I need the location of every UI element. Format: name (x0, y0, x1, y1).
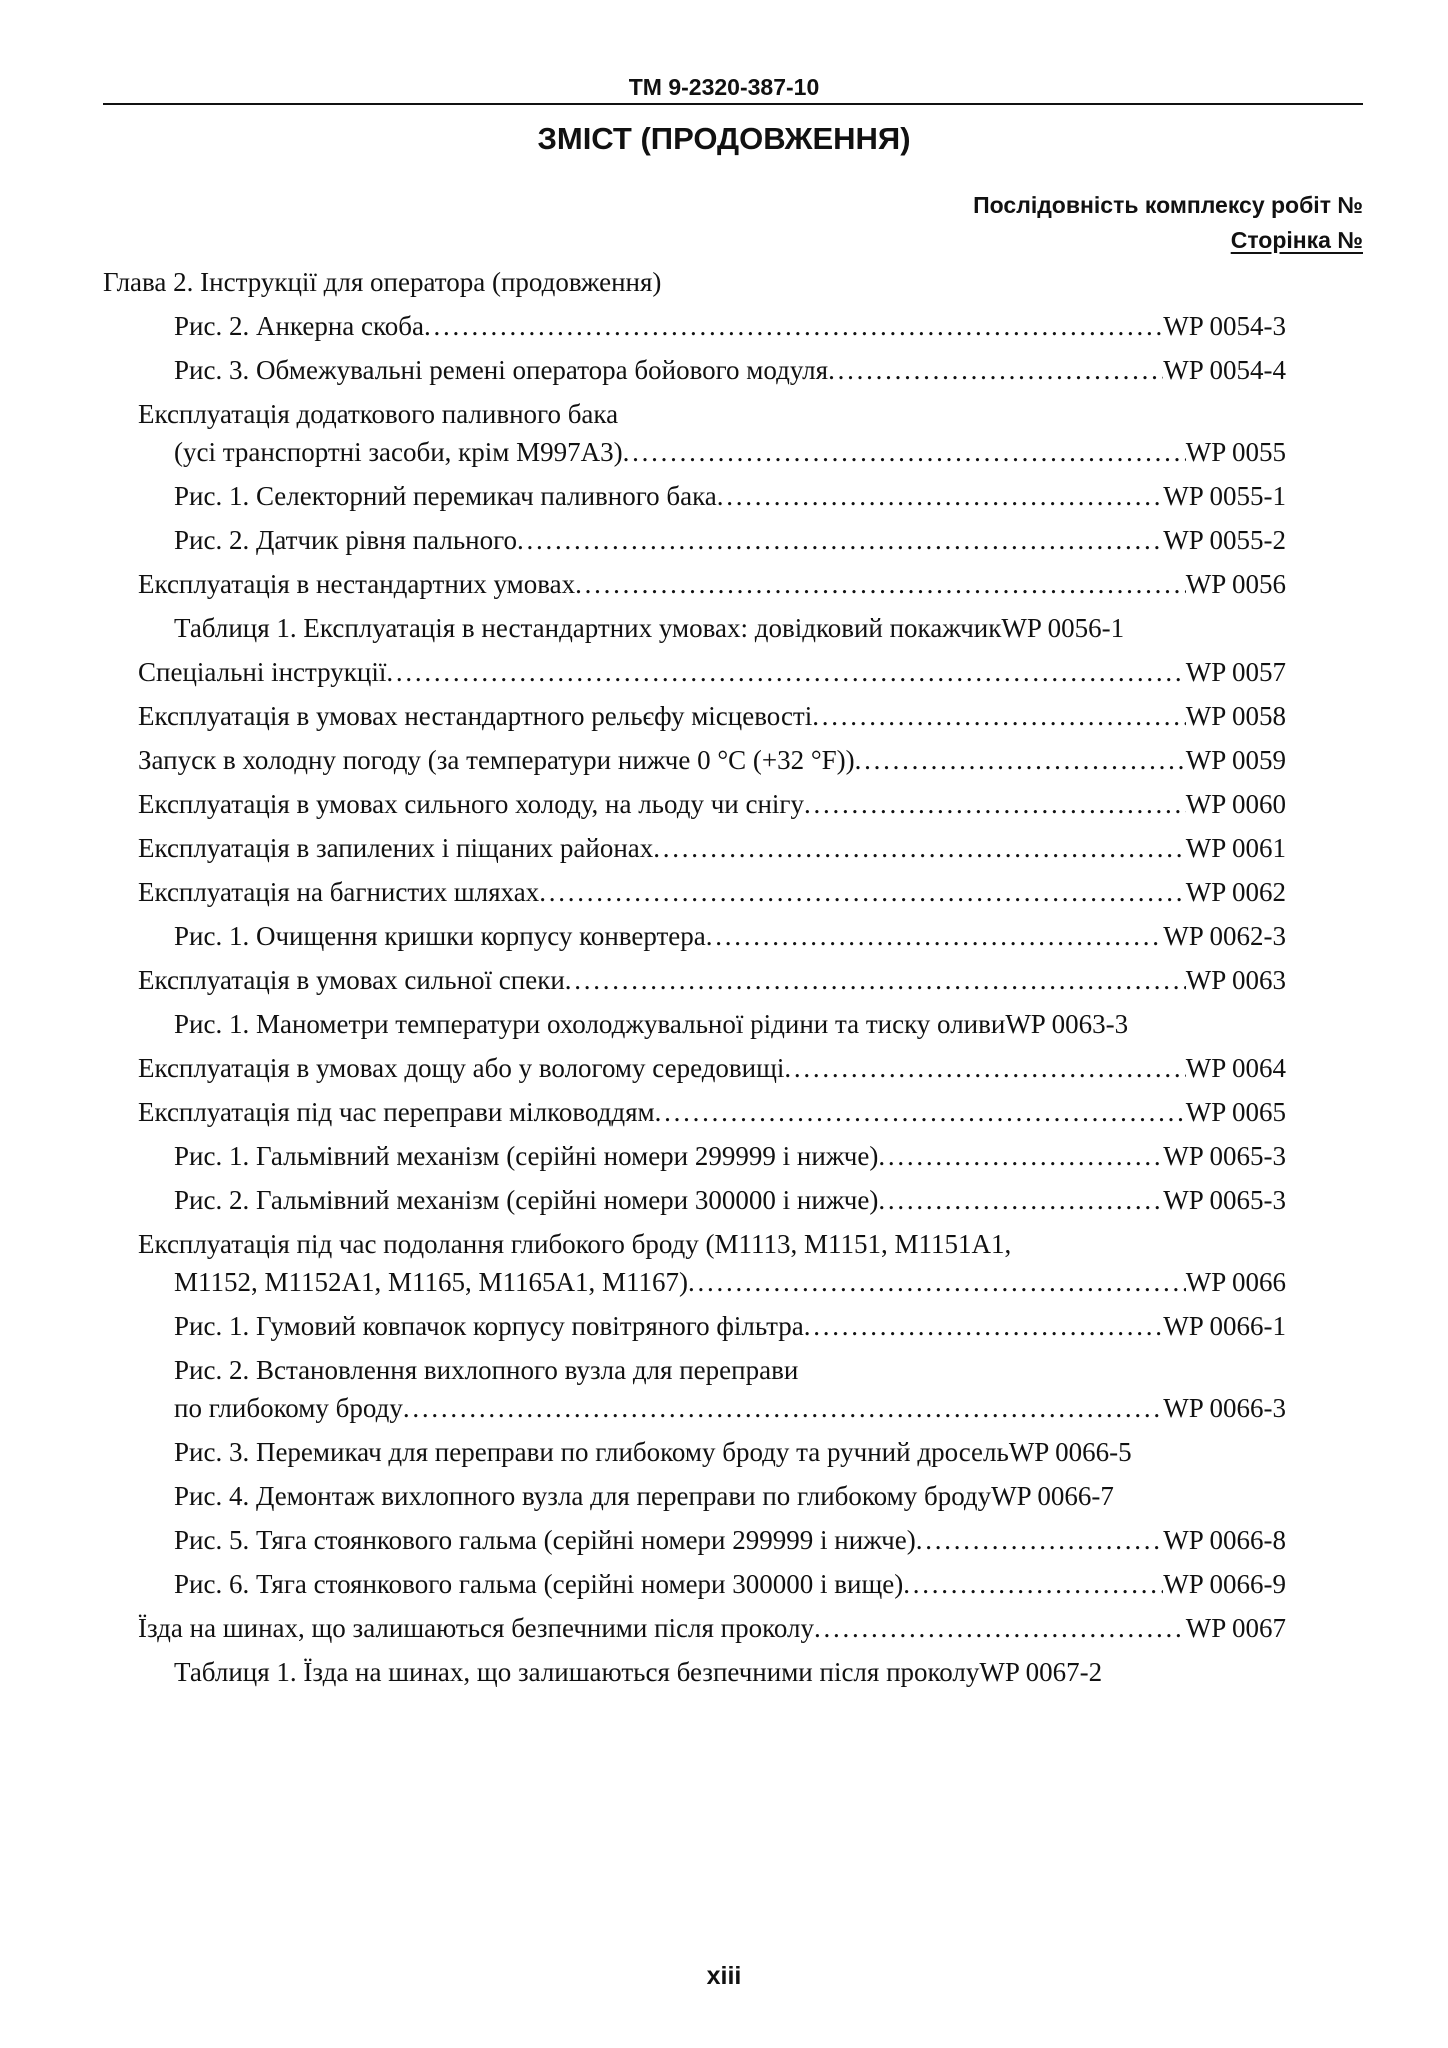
toc-entry[interactable] (174, 1391, 1286, 1425)
toc-entry-page: WP 0055-1 (1163, 481, 1286, 511)
page-title: ЗМІСТ (ПРОДОВЖЕННЯ) (537, 121, 911, 156)
toc-entry[interactable] (174, 1007, 1314, 1041)
dot-leader (517, 523, 1163, 557)
dot-leader (565, 963, 1186, 997)
toc-entry-page: WP 0063-3 (1005, 1009, 1129, 1039)
toc-entry-page: WP 0056-1 (1001, 613, 1125, 643)
toc-entry-label: Рис. 1. Селекторний перемикач паливного бака (174, 481, 717, 511)
toc-entry[interactable] (138, 397, 618, 431)
dot-leader (812, 699, 1186, 733)
dot-leader (623, 435, 1186, 469)
toc-entry-label: Рис. 2. Датчик рівня пального (174, 525, 518, 555)
toc-entry-page: WP 0062 (1185, 877, 1286, 907)
toc-entry-label: Рис. 2. Встановлення вихлопного вузла для переправи (174, 1355, 799, 1385)
toc-entry[interactable] (138, 831, 1286, 865)
toc-entry-label: Запуск в холодну погоду (за температури нижче 0 °C (+32 °F)) (138, 745, 855, 775)
toc-entry[interactable] (174, 1139, 1286, 1173)
dot-leader (688, 1265, 1186, 1299)
dot-leader (575, 567, 1186, 601)
toc-entry-page: WP 0057 (1185, 657, 1286, 687)
toc-chapter-label: Глава 2. Інструкції для оператора (продовження) (103, 267, 662, 297)
toc-entry[interactable] (174, 1435, 1314, 1469)
dot-leader (916, 1523, 1164, 1557)
dot-leader (706, 919, 1164, 953)
toc-entry-page: WP 0055-2 (1163, 525, 1286, 555)
toc-entry[interactable] (138, 1095, 1286, 1129)
toc-entry-label: Рис. 1. Гумовий ковпачок корпусу повітряного фільтра (174, 1311, 804, 1341)
toc-entry-page: WP 0063 (1185, 965, 1286, 995)
dot-leader (855, 743, 1186, 777)
dot-leader (655, 1095, 1186, 1129)
dot-leader (903, 1567, 1163, 1601)
toc-entry[interactable] (138, 655, 1286, 689)
toc-entry-page: WP 0060 (1185, 789, 1286, 819)
column-heading-work-package: Послідовність комплексу робіт № (973, 192, 1363, 218)
toc-entry-label: Рис. 3. Обмежувальні ремені оператора бойового модуля (174, 355, 829, 385)
toc-entry[interactable] (174, 1523, 1286, 1557)
toc-entry-page: WP 0066-1 (1163, 1311, 1286, 1341)
dot-leader (717, 479, 1163, 513)
toc-entry-label: Рис. 6. Тяга стоянкового гальма (серійні номери 300000 і вище) (174, 1569, 904, 1599)
toc-entry-page: WP 0065-3 (1163, 1185, 1286, 1215)
toc-entry-label: Рис. 1. Манометри температури охолоджувальної рідини та тиску оливи (174, 1009, 1006, 1039)
toc-entry-page: WP 0067-2 (979, 1657, 1103, 1687)
toc-entry-page: WP 0054-3 (1163, 311, 1286, 341)
toc-entry-page: WP 0066-5 (1008, 1437, 1132, 1467)
toc-entry[interactable] (174, 1567, 1286, 1601)
toc-entry-page: WP 0066-8 (1163, 1525, 1286, 1555)
toc-entry[interactable] (174, 1265, 1286, 1299)
toc-entry[interactable] (174, 309, 1286, 343)
toc-entry[interactable] (174, 1183, 1286, 1217)
dot-leader (424, 309, 1163, 343)
toc-entry-label: Експлуатація додаткового паливного бака (138, 399, 619, 429)
toc-entry-label: Таблиця 1. Їзда на шинах, що залишаються безпечними після проколу (174, 1657, 980, 1687)
toc-entry-label: Рис. 4. Демонтаж вихлопного вузла для переправи по глибокому броду (174, 1481, 992, 1511)
toc-entry[interactable] (138, 787, 1286, 821)
toc-chapter-heading (103, 265, 661, 299)
toc-entry-label: Рис. 1. Гальмівний механізм (серійні номери 299999 і нижче) (174, 1141, 879, 1171)
dot-leader (653, 831, 1185, 865)
toc-entry[interactable] (174, 611, 1324, 645)
toc-entry-label: Експлуатація під час переправи мілководдям (138, 1097, 655, 1127)
toc-entry-label: Експлуатація в нестандартних умовах (138, 569, 576, 599)
toc-entry-page: WP 0061 (1185, 833, 1286, 863)
toc-entry-page: WP 0065 (1185, 1097, 1286, 1127)
toc-entry[interactable] (174, 353, 1286, 387)
dot-leader (828, 353, 1163, 387)
toc-entry-label: по глибокому броду (174, 1393, 403, 1423)
toc-entry-label: Таблиця 1. Експлуатація в нестандартних умовах: довідковий покажчик (174, 613, 1002, 643)
toc-entry-label: Експлуатація в умовах сильної спеки (138, 965, 565, 995)
dot-leader (804, 1309, 1164, 1343)
toc-entry[interactable] (138, 567, 1286, 601)
toc-entry[interactable] (138, 1051, 1286, 1085)
dot-leader (403, 1391, 1163, 1425)
toc-entry-label: (усі транспортні засоби, крім M997A3) (174, 437, 623, 467)
toc-entry-page: WP 0066-3 (1163, 1393, 1286, 1423)
dot-leader (386, 655, 1185, 689)
toc-entry[interactable] (174, 919, 1286, 953)
toc-entry[interactable] (138, 875, 1286, 909)
toc-entry-page: WP 0064 (1185, 1053, 1286, 1083)
page-number: xiii (706, 1962, 742, 1990)
toc-entry[interactable] (138, 963, 1286, 997)
toc-entry-label: Рис. 2. Гальмівний механізм (серійні номери 300000 і нижче) (174, 1185, 879, 1215)
toc-entry-label: Їзда на шинах, що залишаються безпечними після проколу (138, 1613, 814, 1643)
toc-entry[interactable] (138, 699, 1286, 733)
toc-entry[interactable] (138, 1611, 1286, 1645)
toc-entry-label: Спеціальні інструкції (138, 657, 387, 687)
toc-entry-label: Експлуатація в запилених і піщаних районах (138, 833, 654, 863)
toc-entry-page: WP 0058 (1185, 701, 1286, 731)
toc-entry[interactable] (174, 435, 1286, 469)
toc-entry-page: WP 0062-3 (1163, 921, 1286, 951)
toc-entry-page: WP 0059 (1185, 745, 1286, 775)
toc-entry-label: Рис. 1. Очищення кришки корпусу конвертера (174, 921, 706, 951)
column-heading-page: Сторінка № (1230, 227, 1363, 253)
toc-entry[interactable] (174, 479, 1286, 513)
toc-entry-page: WP 0056 (1185, 569, 1286, 599)
toc-entry[interactable] (174, 1353, 798, 1387)
toc-entry-label: Експлуатація в умовах сильного холоду, на льоду чи снігу (138, 789, 804, 819)
document-id: TM 9-2320-387-10 (628, 74, 820, 100)
toc-entry-label: Експлуатація в умовах нестандартного рельєфу місцевості (138, 701, 813, 731)
toc-entry[interactable] (138, 743, 1286, 777)
toc-entry-page: WP 0067 (1185, 1613, 1286, 1643)
dot-leader (814, 1611, 1186, 1645)
toc-entry-label: Рис. 5. Тяга стоянкового гальма (серійні номери 299999 і нижче) (174, 1525, 916, 1555)
toc-entry-page: WP 0054-4 (1163, 355, 1286, 385)
dot-leader (784, 1051, 1185, 1085)
toc-entry-page: WP 0055 (1185, 437, 1286, 467)
toc-entry-page: WP 0066-9 (1163, 1569, 1286, 1599)
toc-entry[interactable] (174, 523, 1286, 557)
dot-leader (878, 1183, 1163, 1217)
toc-entry[interactable] (174, 1309, 1286, 1343)
toc-entry-page: WP 0065-3 (1163, 1141, 1286, 1171)
toc-entry-label: Рис. 2. Анкерна скоба (174, 311, 424, 341)
toc-entry-label: Експлуатація під час подолання глибокого броду (M1113, M1151, M1151A1, (138, 1229, 1012, 1259)
dot-leader (804, 787, 1186, 821)
dot-leader (539, 875, 1186, 909)
toc-entry[interactable] (174, 1655, 1299, 1689)
toc-entry[interactable] (174, 1479, 1314, 1513)
dot-leader (878, 1139, 1163, 1173)
toc-entry-label: Експлуатація в умовах дощу або у вологому середовищі (138, 1053, 785, 1083)
toc-entry[interactable] (138, 1227, 1011, 1261)
toc-entry-label: M1152, M1152A1, M1165, M1165A1, M1167) (174, 1267, 689, 1297)
toc-entry-page: WP 0066 (1185, 1267, 1286, 1297)
toc-entry-page: WP 0066-7 (991, 1481, 1114, 1511)
toc-entry-label: Рис. 3. Перемикач для переправи по глибокому броду та ручний дросель (174, 1437, 1009, 1467)
toc-entry-label: Експлуатація на багнистих шляхах (138, 877, 540, 907)
